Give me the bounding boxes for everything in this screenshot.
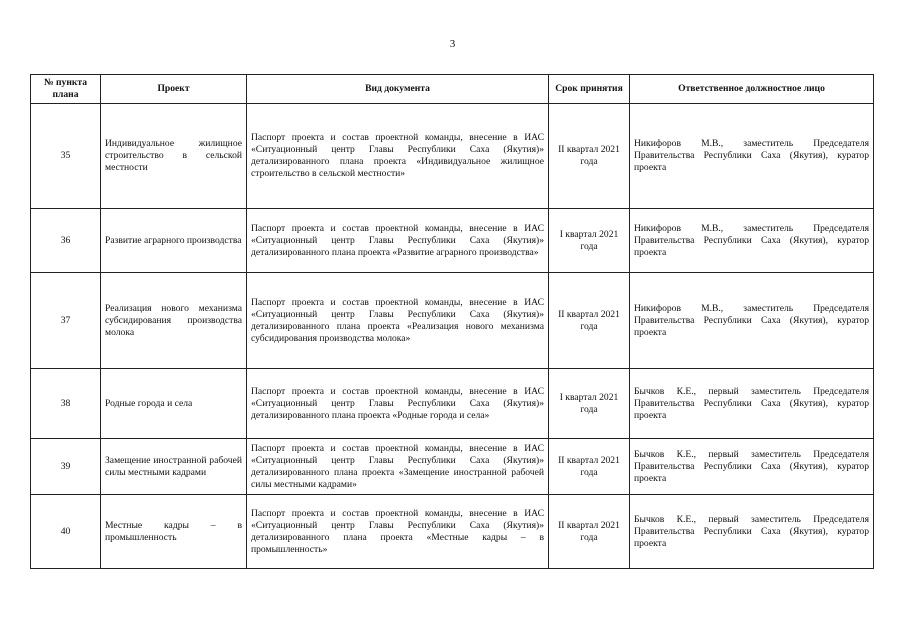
cell-document: Паспорт проекта и состав проектной команды, внесение в ИАС «Ситуационный центр Главы Республики Саха (Якутия)» детализированного плана проекта «Индивидуальное жилищное строительство в сельской местности» xyxy=(247,104,549,209)
cell-responsible: Никифоров М.В., заместитель Председателя Правительства Республики Саха (Якутия), куратор проекта xyxy=(630,273,874,369)
cell-item-number: 39 xyxy=(31,439,101,495)
cell-item-number: 35 xyxy=(31,104,101,209)
cell-project: Местные кадры – в промышленность xyxy=(101,495,247,569)
cell-document: Паспорт проекта и состав проектной команды, внесение в ИАС «Ситуационный центр Главы Республики Саха (Якутия)» детализированного плана проекта «Замещение иностранной рабочей силы местными кадрами» xyxy=(247,439,549,495)
plan-table xyxy=(30,74,874,569)
cell-project: Замещение иностранной рабочей силы местными кадрами xyxy=(101,439,247,495)
cell-term: II квартал 2021 года xyxy=(549,495,630,569)
table-row xyxy=(31,369,874,439)
cell-term: I квартал 2021 года xyxy=(549,369,630,439)
cell-responsible: Бычков К.Е., первый заместитель Председателя Правительства Республики Саха (Якутия), куратор проекта xyxy=(630,369,874,439)
header-document-type: Вид документа xyxy=(247,75,549,104)
cell-term: II квартал 2021 года xyxy=(549,273,630,369)
cell-document: Паспорт проекта и состав проектной команды, внесение в ИАС «Ситуационный центр Главы Республики Саха (Якутия)» детализированного плана проекта «Реализация нового механизма субсидирования производства молока» xyxy=(247,273,549,369)
cell-project: Индивидуальное жилищное строительство в сельской местности xyxy=(101,104,247,209)
cell-term: II квартал 2021 года xyxy=(549,104,630,209)
cell-project: Родные города и села xyxy=(101,369,247,439)
table-row xyxy=(31,273,874,369)
cell-term: I квартал 2021 года xyxy=(549,209,630,273)
cell-item-number: 38 xyxy=(31,369,101,439)
table-row xyxy=(31,439,874,495)
cell-project: Развитие аграрного производства xyxy=(101,209,247,273)
header-project: Проект xyxy=(101,75,247,104)
cell-document: Паспорт проекта и состав проектной команды, внесение в ИАС «Ситуационный центр Главы Республики Саха (Якутия)» детализированного плана проекта «Местные кадры – в промышленность» xyxy=(247,495,549,569)
cell-responsible: Никифоров М.В., заместитель Председателя Правительства Республики Саха (Якутия), куратор проекта xyxy=(630,104,874,209)
table-row xyxy=(31,104,874,209)
table-row xyxy=(31,495,874,569)
cell-responsible: Бычков К.Е., первый заместитель Председателя Правительства Республики Саха (Якутия), куратор проекта xyxy=(630,439,874,495)
cell-item-number: 37 xyxy=(31,273,101,369)
header-item-number: № пункта плана xyxy=(31,75,101,104)
cell-project: Реализация нового механизма субсидирования производства молока xyxy=(101,273,247,369)
cell-responsible: Бычков К.Е., первый заместитель Председателя Правительства Республики Саха (Якутия), куратор проекта xyxy=(630,495,874,569)
cell-item-number: 40 xyxy=(31,495,101,569)
table-header-row xyxy=(31,75,874,104)
header-term: Срок принятия xyxy=(549,75,630,104)
table-row xyxy=(31,209,874,273)
cell-item-number: 36 xyxy=(31,209,101,273)
header-responsible: Ответственное должностное лицо xyxy=(630,75,874,104)
page-number: 3 xyxy=(449,38,456,50)
cell-document: Паспорт проекта и состав проектной команды, внесение в ИАС «Ситуационный центр Главы Республики Саха (Якутия)» детализированного плана проекта «Развитие аграрного производства» xyxy=(247,209,549,273)
cell-term: II квартал 2021 года xyxy=(549,439,630,495)
cell-responsible: Никифоров М.В., заместитель Председателя Правительства Республики Саха (Якутия), куратор проекта xyxy=(630,209,874,273)
cell-document: Паспорт проекта и состав проектной команды, внесение в ИАС «Ситуационный центр Главы Республики Саха (Якутия)» детализированного плана проекта «Родные города и села» xyxy=(247,369,549,439)
